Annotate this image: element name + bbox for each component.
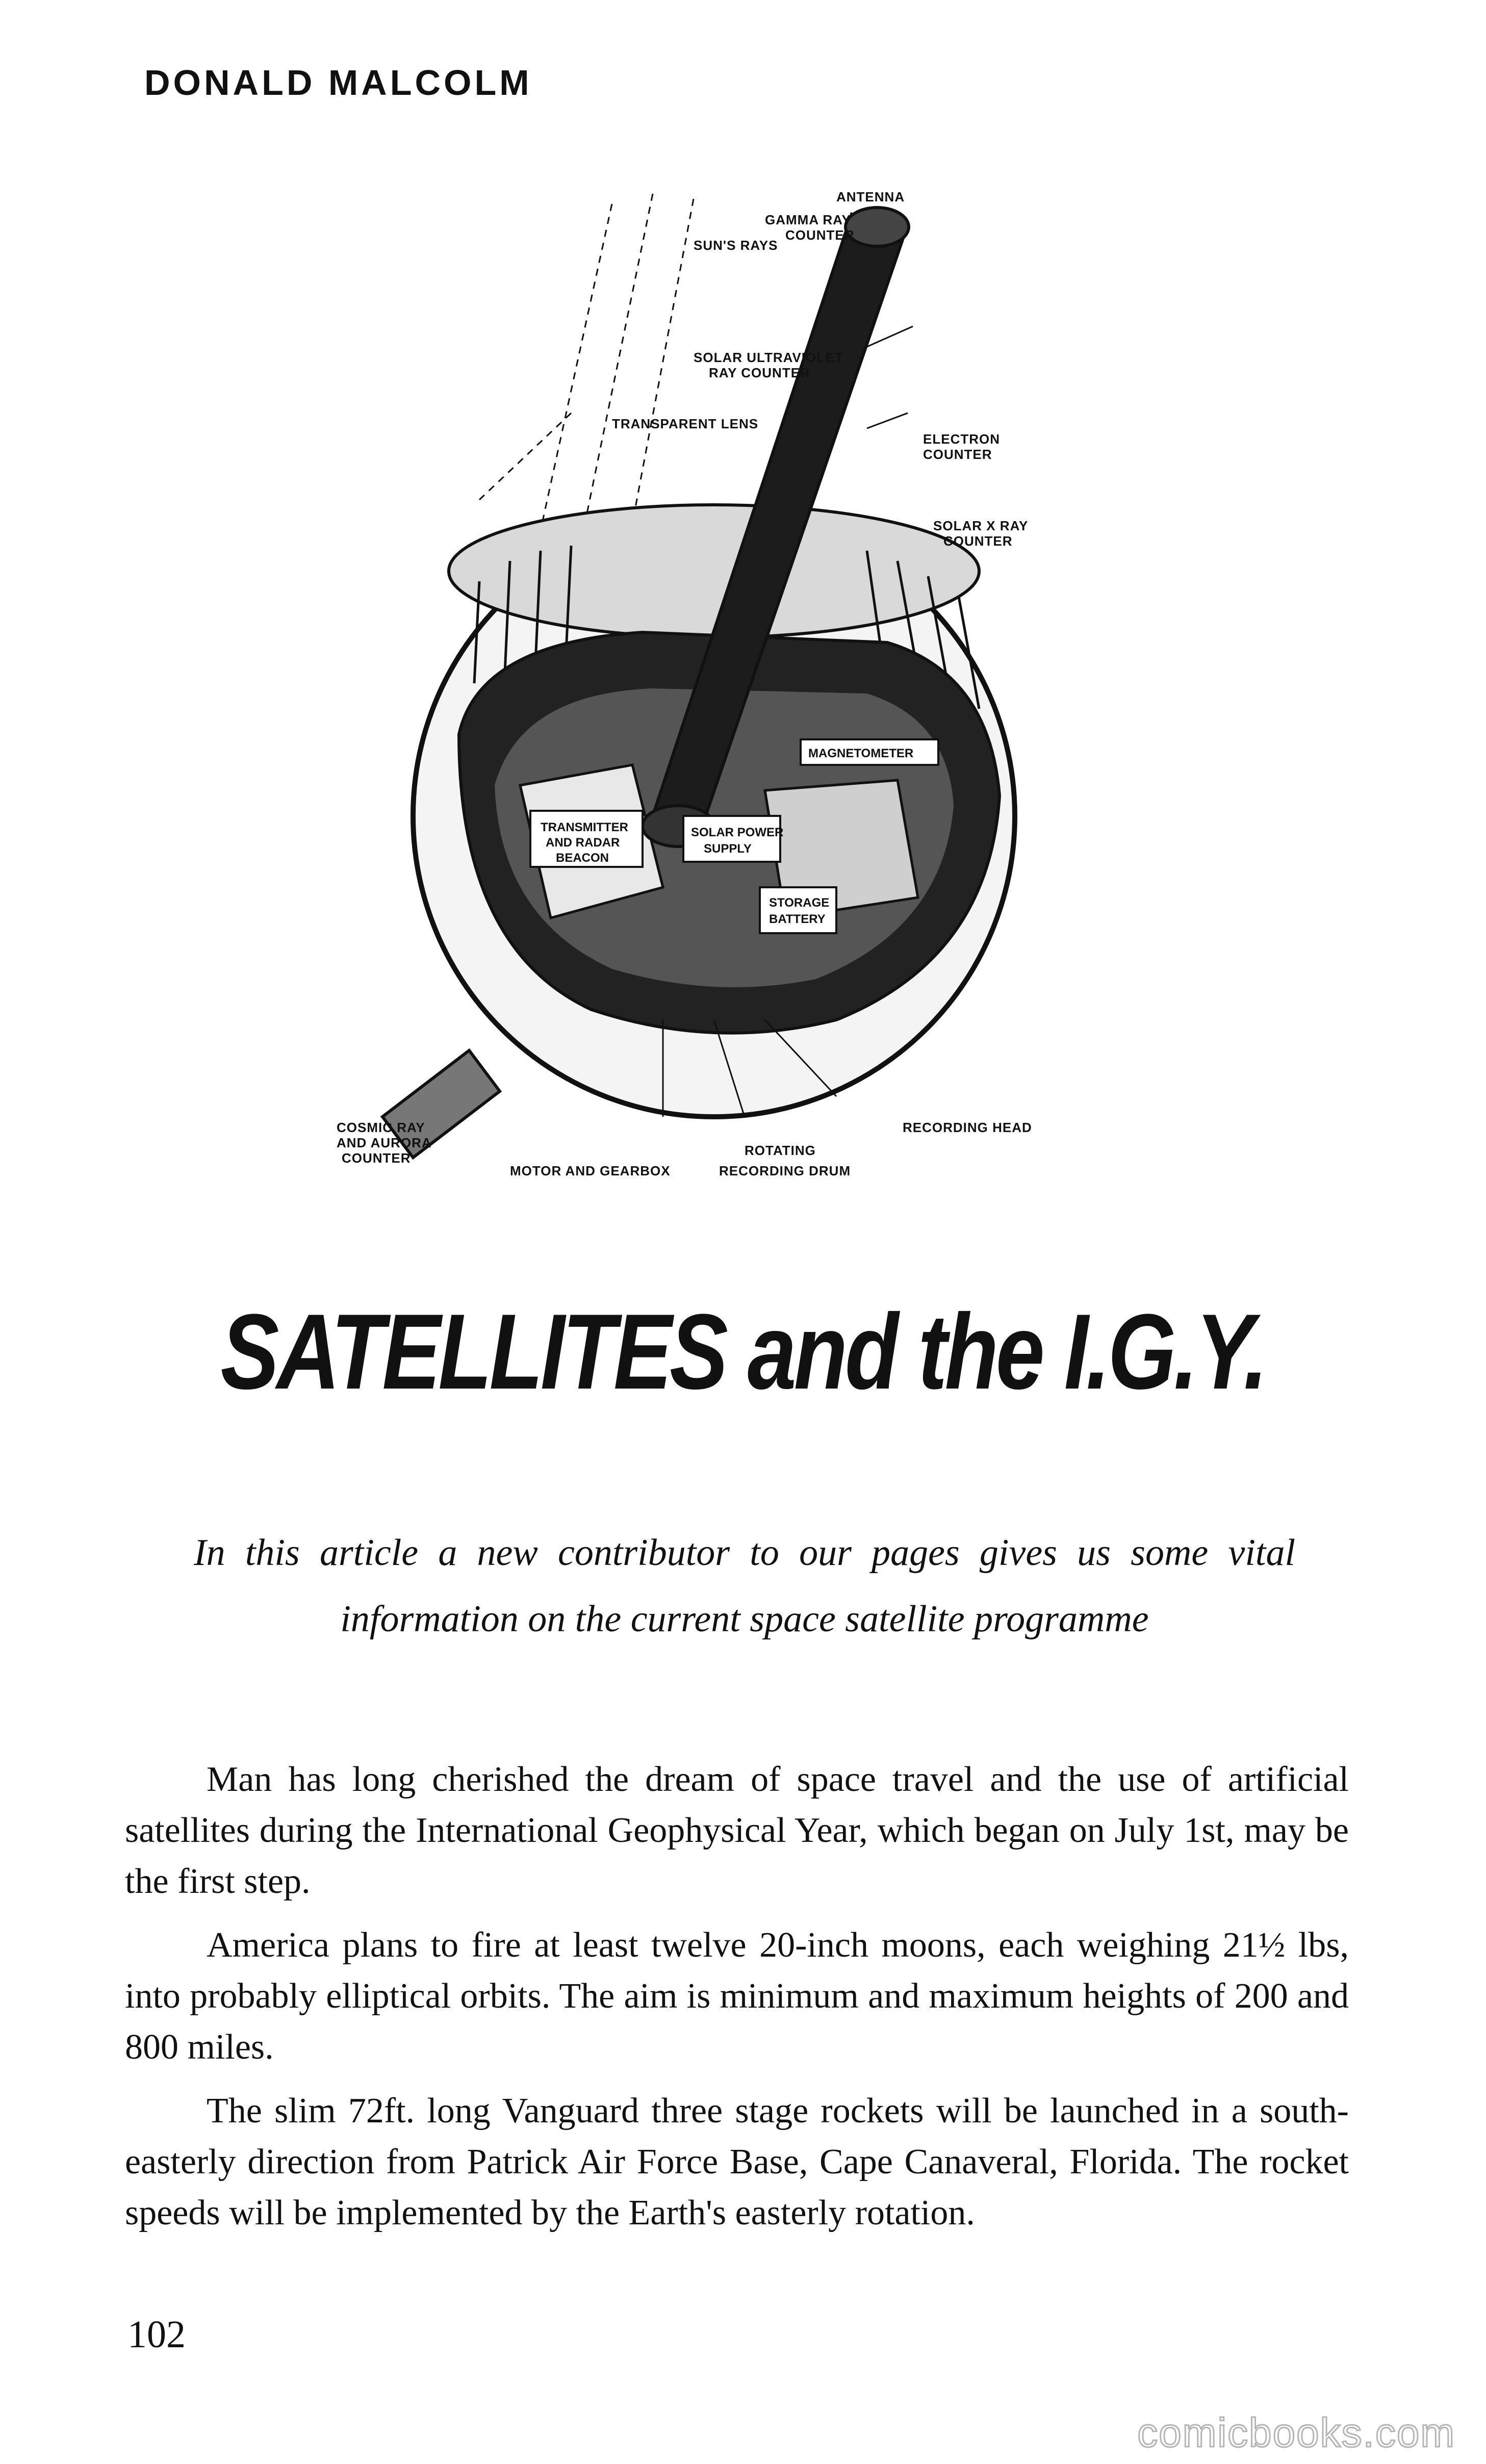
label-recording-drum: RECORDING DRUM — [719, 1163, 851, 1178]
label-gamma-ray: GAMMA RAY — [765, 212, 851, 227]
body-paragraph: America plans to fire at least twelve 20-inch moons, each weighing 21½ lbs, into probably elliptical orbits. The aim is minimum and maximum heights of 200 and 800 miles. — [125, 1926, 1349, 2067]
label-solar-power-supply: SUPPLY — [704, 842, 752, 856]
label-cosmic-counter: COUNTER — [342, 1150, 411, 1166]
label-transmitter-beacon: BEACON — [556, 851, 609, 865]
article-title: SATELLITES and the I.G.Y. — [220, 1292, 1266, 1411]
author-name: DONALD MALCOLM — [144, 63, 532, 102]
label-gamma-ray-counter: COUNTER — [785, 227, 855, 243]
label-solar-uv: SOLAR ULTRAVIOLET — [694, 350, 843, 365]
label-lens: TRANSPARENT LENS — [612, 416, 759, 431]
label-battery: BATTERY — [769, 912, 826, 926]
label-storage: STORAGE — [769, 896, 830, 910]
label-electron-counter: COUNTER — [923, 447, 992, 462]
watermark: comicbooks.com — [1137, 2410, 1455, 2455]
label-electron: ELECTRON — [923, 431, 1000, 447]
satellite-diagram — [326, 184, 1193, 1224]
label-xray-counter: COUNTER — [943, 533, 1013, 549]
label-antenna: ANTENNA — [836, 189, 905, 204]
label-solar-uv-counter: RAY COUNTER — [709, 365, 810, 380]
label-magnetometer: MAGNETOMETER — [808, 747, 914, 760]
label-aurora: AND AURORA — [337, 1135, 432, 1150]
sun-rays — [479, 194, 694, 551]
battery-label-box — [760, 887, 836, 933]
label-rotating: ROTATING — [745, 1143, 816, 1158]
label-cosmic-ray: COSMIC RAY — [337, 1120, 425, 1135]
label-transmitter-radar: AND RADAR — [546, 836, 620, 850]
label-motor: MOTOR AND GEARBOX — [510, 1163, 671, 1178]
article-standfirst: In this article a new contributor to our pages gives us some vital information on the current space satellite programme — [194, 1532, 1295, 1640]
label-solar-power: SOLAR POWER — [691, 826, 784, 839]
label-recording-head: RECORDING HEAD — [903, 1120, 1032, 1135]
page-number: 102 — [127, 2313, 186, 2356]
label-transmitter: TRANSMITTER — [541, 820, 628, 834]
article-body — [125, 1754, 1349, 2251]
body-paragraph: The slim 72ft. long Vanguard three stage rockets will be launched in a south-easterly direction from Patrick Air Force Base, Cape Canaveral, Florida. The rocket speeds will be implemented by the Earth's easterly rotation. — [125, 2091, 1349, 2232]
body-paragraph: Man has long cherished the dream of space travel and the use of artificial satellites during the International Geophysical Year, which began on July 1st, may be the first step. — [125, 1760, 1349, 1901]
satellite-cutaway-illustration — [326, 184, 1193, 1224]
label-xray: SOLAR X RAY — [933, 518, 1029, 533]
label-suns-rays: SUN'S RAYS — [694, 238, 778, 253]
